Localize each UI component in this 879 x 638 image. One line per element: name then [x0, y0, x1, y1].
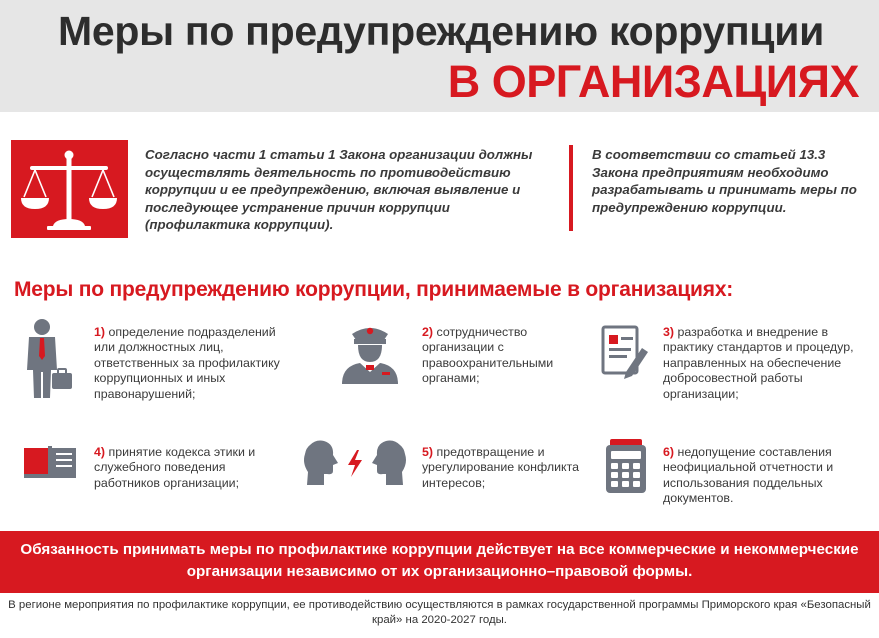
measure-number: 5): [422, 445, 434, 459]
measure-item-4: [94, 445, 294, 491]
intro-divider: [569, 145, 573, 231]
measure-text: недопущение составления неофициальной отчетности и использования поддельных документов.: [663, 445, 834, 506]
measure-item-6: [663, 445, 868, 507]
measure-number: 2): [422, 325, 434, 339]
scales-icon: [11, 140, 128, 238]
footer-note: В регионе мероприятия по профилактике коррупции, ее противодействию осуществляются в рамках государственной программы Приморского края «Безопасный край» на 2020-2027 годы.: [8, 599, 871, 626]
businessman-icon: [22, 318, 74, 402]
measure-item-1: [94, 325, 299, 402]
page-subtitle: В ОРГАНИЗАЦИЯХ: [447, 56, 859, 107]
intro-article-text: В соответствии со статьей 13.3 Закона предприятиям необходимо разрабатывать и принимать меры по предупреждению коррупции.: [592, 147, 857, 215]
header-band: [0, 0, 879, 112]
measure-text: сотрудничество организации с правоохранительными органами;: [422, 325, 554, 386]
measure-text: принятие кодекса этики и служебного поведения работников организации;: [94, 445, 256, 490]
measure-number: 6): [663, 445, 675, 459]
open-book-icon: [22, 444, 78, 480]
calculator-icon: [604, 437, 648, 495]
police-officer-icon: [338, 320, 402, 386]
measure-text: разработка и внедрение в практику стандартов и процедур, направленных на обеспечение добросовестной работы организации;: [663, 325, 854, 401]
obligation-banner: [0, 531, 879, 593]
document-pen-icon: [600, 324, 650, 382]
banner-text: Обязанность принимать меры по профилактике коррупции действует на все коммерческие и некоммерческие организации независимо от их организационно–правовой формы.: [20, 541, 859, 580]
measure-item-2: [422, 325, 592, 387]
page-title: Меры по предупреждению коррупции: [57, 8, 825, 54]
measure-number: 4): [94, 445, 106, 459]
scales-icon-box: [11, 140, 128, 238]
measure-number: 3): [663, 325, 675, 339]
measure-text: определение подразделений или должностных лиц, ответственных за профилактику коррупционных и иных правонарушений;: [94, 325, 280, 401]
conflict-heads-icon: [302, 437, 408, 487]
measure-number: 1): [94, 325, 106, 339]
measure-text: предотвращение и урегулирование конфликта интересов;: [422, 445, 579, 490]
measures-section-title: Меры по предупреждению коррупции, принимаемые в организациях:: [14, 278, 734, 301]
intro-law-text: Согласно части 1 статьи 1 Закона организации должны осуществлять деятельность по противодействию коррупции и ее предупреждению, включая выявление и последующее устранение причин коррупции (профилактика коррупции).: [145, 147, 533, 233]
measure-item-5: [422, 445, 592, 491]
measure-item-3: [663, 325, 875, 402]
